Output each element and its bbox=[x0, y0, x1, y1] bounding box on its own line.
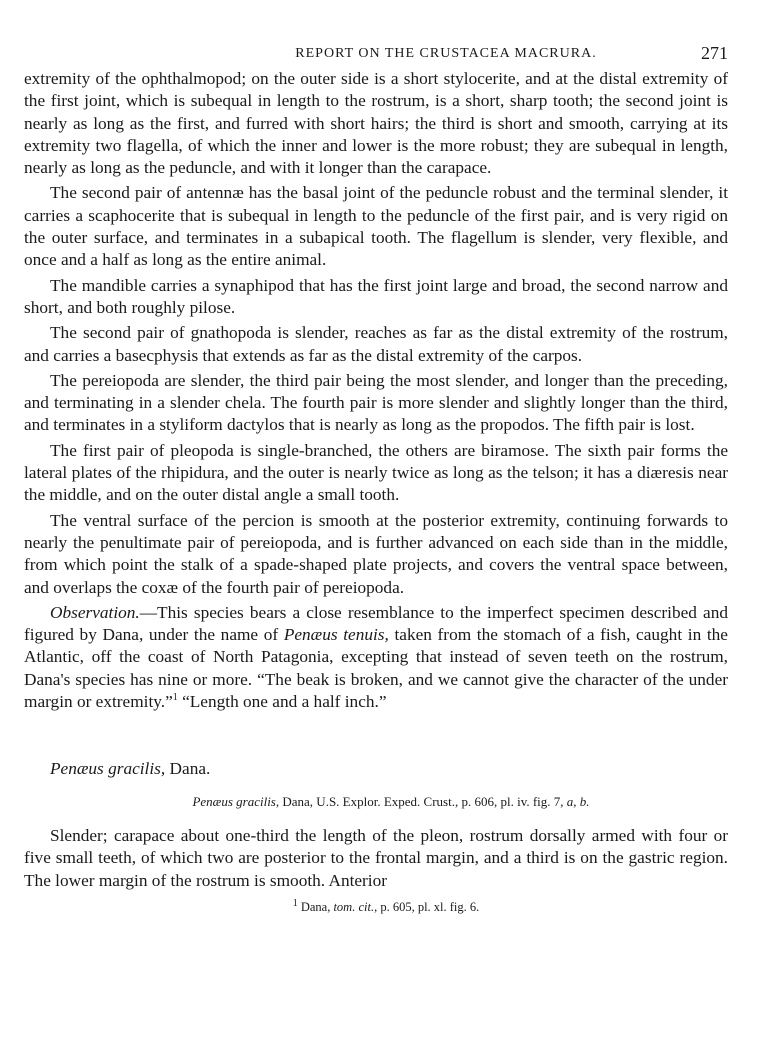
footnote-marker: 1 bbox=[292, 897, 298, 909]
species-heading bbox=[50, 758, 728, 780]
citation-text: Dana, U.S. Explor. Exped. Crust., p. 606, pl. iv. fig. 7, bbox=[279, 793, 567, 809]
running-title: REPORT ON THE CRUSTACEA MACRURA. bbox=[295, 46, 597, 61]
citation-fig-b: b. bbox=[579, 793, 590, 809]
species-heading-name: Penæus gracilis, bbox=[50, 759, 166, 779]
observation-text-2: taken from the stomach of a fish, caught in the Atlantic, off the coast of North Patagonia, excepting that instead of seven teeth on the rostrum, Dana's species has nine or more. “The beak is broken, and we cannot give the character of the under margin or extremity.” bbox=[24, 625, 728, 712]
body-text bbox=[24, 68, 728, 918]
citation-species-name: Penæus gracilis, bbox=[192, 793, 280, 809]
synonymy-citation bbox=[24, 791, 728, 813]
paragraph-pereiopoda: The pereiopoda are slender, the third pair being the most slender, and longer than the preceding, and terminating in a slender chela. The fourth pair is more slender and slightly longer than the third, and terminates in a styliform dactylos that is nearly as long as the propodos. The fifth pair is lost. bbox=[24, 370, 728, 435]
footnote-reference: 1 bbox=[172, 692, 178, 704]
species-heading-author: Dana. bbox=[165, 759, 211, 779]
citation-fig-a: a, bbox=[566, 793, 577, 809]
paragraph-observation bbox=[24, 602, 728, 713]
section-gap bbox=[24, 716, 728, 758]
paragraph-ventral-surface: The ventral surface of the percion is smooth at the posterior extremity, continuing forwards to nearly the penultimate pair of pereiopoda, and is further advanced on each side than in the middle, from which point the stalk of a spade-shaped plate projects, and covers the ventral space between, and overlaps the coxæ of the fourth pair of pereiopoda. bbox=[24, 510, 728, 597]
observation-species-name: Penæus tenuis, bbox=[283, 625, 389, 645]
page bbox=[24, 38, 728, 918]
observation-text-1: This species bears a close resemblance to the imperfect specimen described and figured by Dana, under the name of bbox=[24, 602, 728, 645]
page-header bbox=[24, 38, 728, 68]
footnote bbox=[24, 896, 728, 918]
footnote-text-1: Dana, bbox=[297, 899, 334, 914]
paragraph-mandible: The mandible carries a synaphipod that has the first joint large and broad, the second narrow and short, and both roughly pilose. bbox=[24, 275, 728, 317]
paragraph-description: Slender; carapace about one-third the length of the pleon, rostrum dorsally armed with four or five small teeth, of which two are posterior to the frontal margin, and a third is on the gastric region. The lower margin of the rostrum is smooth. Anterior bbox=[24, 825, 728, 890]
paragraph-gnathopoda: The second pair of gnathopoda is slender, reaches as far as the distal extremity of the rostrum, and carries a basecphysis that extends as far as the distal extremity of the carpos. bbox=[24, 323, 728, 365]
observation-dash: — bbox=[139, 602, 158, 622]
footnote-text-2: p. 605, pl. xl. fig. 6. bbox=[377, 899, 480, 914]
page-number: 271 bbox=[701, 43, 728, 63]
paragraph-antennae: The second pair of antennæ has the basal joint of the peduncle robust and the terminal slender, it carries a scaphocerite that is subequal in length to the peduncle of the first pair, and is very rigid on the outer surface, and terminates in a subapical tooth. The flagellum is slender, very flexible, and once and a half as long as the entire animal. bbox=[24, 183, 728, 270]
footnote-tom-cit: tom. cit., bbox=[333, 899, 378, 914]
paragraph-continuation: extremity of the ophthalmopod; on the outer side is a short stylocerite, and at the distal extremity of the first joint, which is subequal in length to the rostrum, is a short, sharp tooth; the second joint is nearly as long as the first, and furred with short hairs; the third is short and smooth, carrying at its extremity two flagella, of which the inner and lower is the more robust; they are subequal in length, nearly as long as the peduncle, and with it longer than the carapace. bbox=[24, 69, 728, 178]
observation-label: Observation. bbox=[50, 602, 140, 622]
paragraph-pleopoda: The first pair of pleopoda is single-branched, the others are biramose. The sixth pair forms the lateral plates of the rhipidura, and the outer is nearly twice as long as the telson; it has a diæresis near the middle, and on the outer distal angle a small tooth. bbox=[24, 440, 728, 505]
observation-text-3: “Length one and a half inch.” bbox=[177, 692, 387, 712]
